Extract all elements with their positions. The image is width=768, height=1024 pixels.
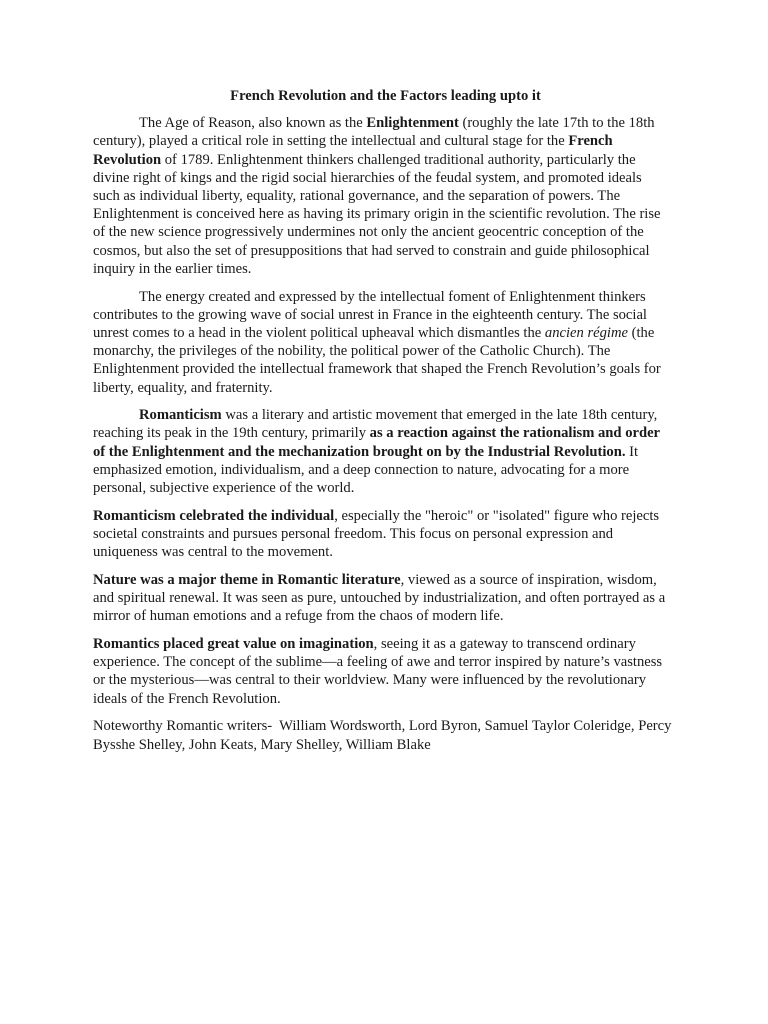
text-run: was a literary and artistic movement that emerged in the late 18th century, reaching its peak in the 19th century, primarily	[93, 407, 658, 442]
text-run: of 1789. Enlightenment thinkers challenged traditional authority, particularly the divine right of kings and the rigid social hierarchies of the feudal system, and promoted ideals such as individual liberty, equality, rational governance, and the separation of powers. The Enlightenment is conceived here as having its primary origin in the scientific revolution. The rise of the new science progressively undermines not only the ancient geocentric conception of the cosmos, but also the set of presuppositions that had served to constrain and guide philosophical inquiry in the earlier times.	[93, 151, 661, 277]
bold-term-enlightenment: Enlightenment	[366, 115, 459, 132]
paragraph-nature	[93, 571, 672, 626]
text-run: , seeing it as a gateway to transcend ordinary experience. The concept of the sublime—a feeling of awe and terror inspired by nature’s vastness or the mysterious—was central to their worldview. Many were influenced by the revolutionary ideals of the French Revolution.	[93, 635, 663, 707]
paragraph-romanticism	[93, 406, 672, 497]
text-run: (the monarchy, the privileges of the nobility, the political power of the Catholic Church). The Enlightenment provided the intellectual framework that shaped the French Revolution’s goals for liberty, equality, and fraternity.	[93, 324, 661, 396]
text-run: Noteworthy Romantic writers- William Wordsworth, Lord Byron, Samuel Taylor Coleridge, Percy Bysshe Shelley, John Keats, Mary Shelley, William Blake	[93, 718, 676, 753]
bold-phrase-nature: Nature was a major theme in Romantic literature	[93, 571, 401, 588]
text-run: The energy created and expressed by the intellectual foment of Enlightenment thinkers contributes to the growing wave of social unrest in France in the eighteenth century. The social unrest comes to a head in the violent political upheaval which dismantles the	[93, 288, 647, 341]
paragraph-imagination	[93, 635, 672, 708]
bold-phrase-individual: Romanticism celebrated the individual	[93, 507, 335, 524]
paragraph-individual	[93, 507, 672, 562]
paragraph-social-unrest	[93, 288, 672, 397]
bold-term-romanticism: Romanticism	[139, 407, 222, 424]
text-run: , viewed as a source of inspiration, wisdom, and spiritual renewal. It was seen as pure, untouched by industrialization, and often portrayed as a mirror of human emotions and a refuge from the chaos of modern life.	[93, 571, 666, 625]
italic-term-ancien-regime: ancien régime	[544, 324, 628, 341]
text-run: , especially the "heroic" or "isolated" figure who rejects societal constraints and pursues personal freedom. This focus on personal expression and uniqueness was central to the movement.	[93, 507, 660, 561]
bold-term-french-revolution: French Revolution	[93, 133, 613, 168]
paragraph-writers	[93, 717, 676, 753]
text-run: It emphasized emotion, individualism, and a deep connection to nature, advocating for a more personal, subjective experience of the world.	[93, 443, 639, 497]
bold-phrase-imagination: Romantics placed great value on imagination	[93, 635, 374, 652]
document-title: French Revolution and the Factors leading upto it	[230, 88, 541, 104]
text-run: The Age of Reason, also known as the	[139, 115, 367, 132]
bold-phrase-reaction: as a reaction against the rationalism and order of the Enlightenment and the mechanization brought on by the Industrial Revolution.	[93, 425, 660, 460]
text-run: (roughly the late 17th to the 18th century), played a critical role in setting the intellectual and cultural stage for the	[93, 115, 655, 150]
paragraph-enlightenment	[93, 114, 672, 278]
